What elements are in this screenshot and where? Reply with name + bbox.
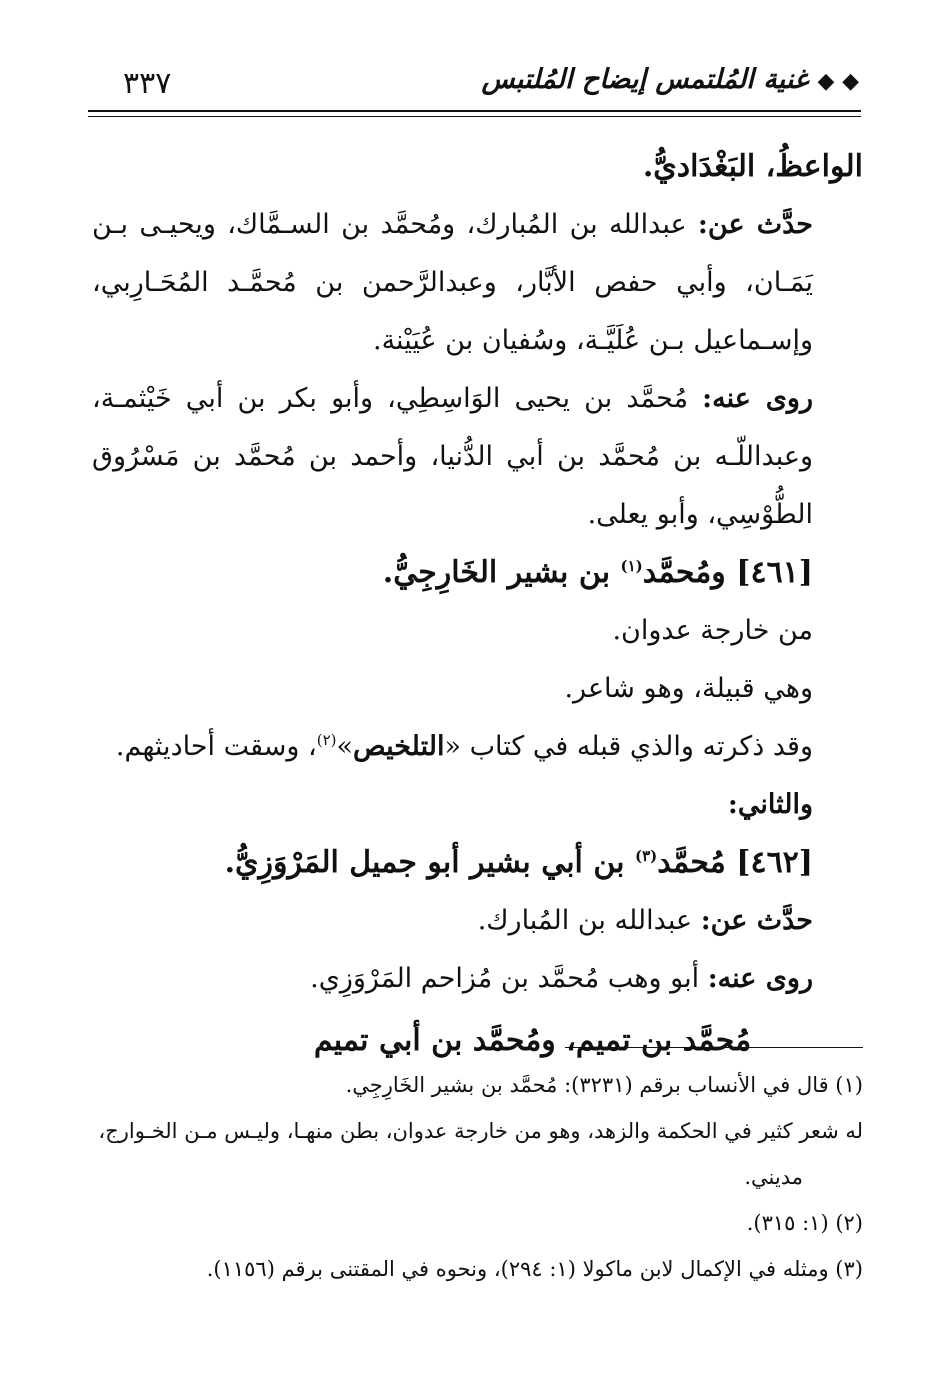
entry-461-line-3-part-a: وقد ذكرته والذي قبله في كتاب « bbox=[444, 731, 813, 762]
narrated-by-paragraph bbox=[92, 370, 863, 544]
entry-462-number: [٤٦٢] bbox=[736, 845, 813, 880]
section-heading: مُحمَّد بن تميم، ومُحمَّد بن أبي تميم bbox=[313, 1023, 752, 1058]
entry-462-rest: بن أبي بشير أبو جميل المَرْوَزِيُّ. bbox=[224, 845, 625, 880]
entry-461-line-3-part-c: » bbox=[336, 731, 354, 762]
narrated-by-text: مُحمَّد بن يحيى الوَاسِطِي، وأبو بكر بن أبي خَيْثمـة، وعبداللّـه بن مُحمَّد بن أبي الدُّنيا، وأحمد بن مُحمَّد بن مَسْرُوق الطُّوْسِي، وأبو يعلى. bbox=[92, 383, 813, 530]
footnote-1-line-3: مديني. bbox=[744, 1165, 803, 1189]
entry-continuation: الواعظُ، البَغْدَاديُّ. bbox=[642, 149, 863, 184]
footnote-2: (٢) (١: ٣١٥). bbox=[746, 1211, 863, 1235]
entry-462-narrated-by-text: أبو وهب مُحمَّد بن مُزاحم المَرْوَزِي. bbox=[310, 963, 708, 994]
footnote-1-line-1: (١) قال في الأنساب برقم (٣٢٣١): مُحمَّد بن بشير الخَارِجِي. bbox=[345, 1073, 863, 1097]
running-title bbox=[481, 64, 859, 95]
entry-462-hadith-from-label: حدَّث عن: bbox=[700, 905, 813, 936]
entry-461-line-1: من خارجة عدوان. bbox=[612, 615, 813, 646]
entry-461-number: [٤٦١] bbox=[736, 555, 813, 590]
entry-461-heading bbox=[92, 544, 863, 602]
entry-461-name: ومُحمَّد bbox=[642, 555, 726, 590]
diamond-ornament-icon: ◆ ◆ bbox=[817, 68, 859, 94]
main-text bbox=[92, 138, 863, 1070]
entry-462-hadith-from bbox=[92, 892, 863, 950]
book-title: غنية المُلتمس إيضاح المُلتبس bbox=[481, 64, 809, 95]
entry-462-name: مُحمَّد bbox=[657, 845, 726, 880]
entry-462-narrated-by-label: روى عنه: bbox=[707, 963, 813, 994]
running-header bbox=[95, 64, 859, 104]
entry-462-narrated-by bbox=[92, 950, 863, 1008]
header-rule bbox=[88, 110, 861, 112]
entry-461-rest: بن بشير الخَارِجِيُّ. bbox=[382, 555, 611, 590]
hadith-from-label: حدَّث عن: bbox=[697, 209, 813, 240]
entry-461-line-3-part-d: ، وسقت أحاديثهم. bbox=[115, 731, 317, 762]
footnote-1-line-2: له شعر كثير في الحكمة والزهد، وهو من خارجة عدوان، بطن منهـا، وليـس مـن الخـوارج، bbox=[98, 1119, 863, 1143]
footnote-3: (٣) ومثله في الإكمال لابن ماكولا (١: ٢٩٤)، ونحوه في المقتنى برقم (١١٥٦). bbox=[206, 1257, 863, 1281]
footnote-rule bbox=[565, 1047, 863, 1048]
footnote-ref-3: (٣) bbox=[634, 847, 658, 865]
footnotes bbox=[92, 1062, 863, 1292]
page-number: ٣٣٧ bbox=[123, 66, 172, 101]
footnote-ref-2: (٢) bbox=[316, 731, 337, 749]
narrated-by-label: روى عنه: bbox=[702, 383, 813, 414]
talkhis-book-title: التلخيص bbox=[353, 731, 445, 762]
header-rule-thin bbox=[88, 116, 861, 117]
second-label: والثاني: bbox=[727, 789, 813, 820]
entry-462-hadith-from-text: عبدالله بن المُبارك. bbox=[477, 905, 701, 936]
entry-461-line-3 bbox=[92, 718, 863, 776]
footnote-ref-1: (١) bbox=[620, 557, 643, 575]
hadith-from-text: عبدالله بن المُبارك، ومُحمَّد بن السـمَّاك، ويحيـى بـن يَمَـان، وأبي حفص الأبَّار، وعبدالرَّحمن بن مُحمَّـد المُحَـارِبي، وإسـماعيل بـن عُلَيَّـة، وسُفيان بن عُيَيْنة. bbox=[92, 209, 813, 356]
entry-462-heading bbox=[92, 834, 863, 892]
hadith-from-paragraph bbox=[92, 196, 863, 370]
entry-461-line-2: وهي قبيلة، وهو شاعر. bbox=[564, 673, 813, 704]
